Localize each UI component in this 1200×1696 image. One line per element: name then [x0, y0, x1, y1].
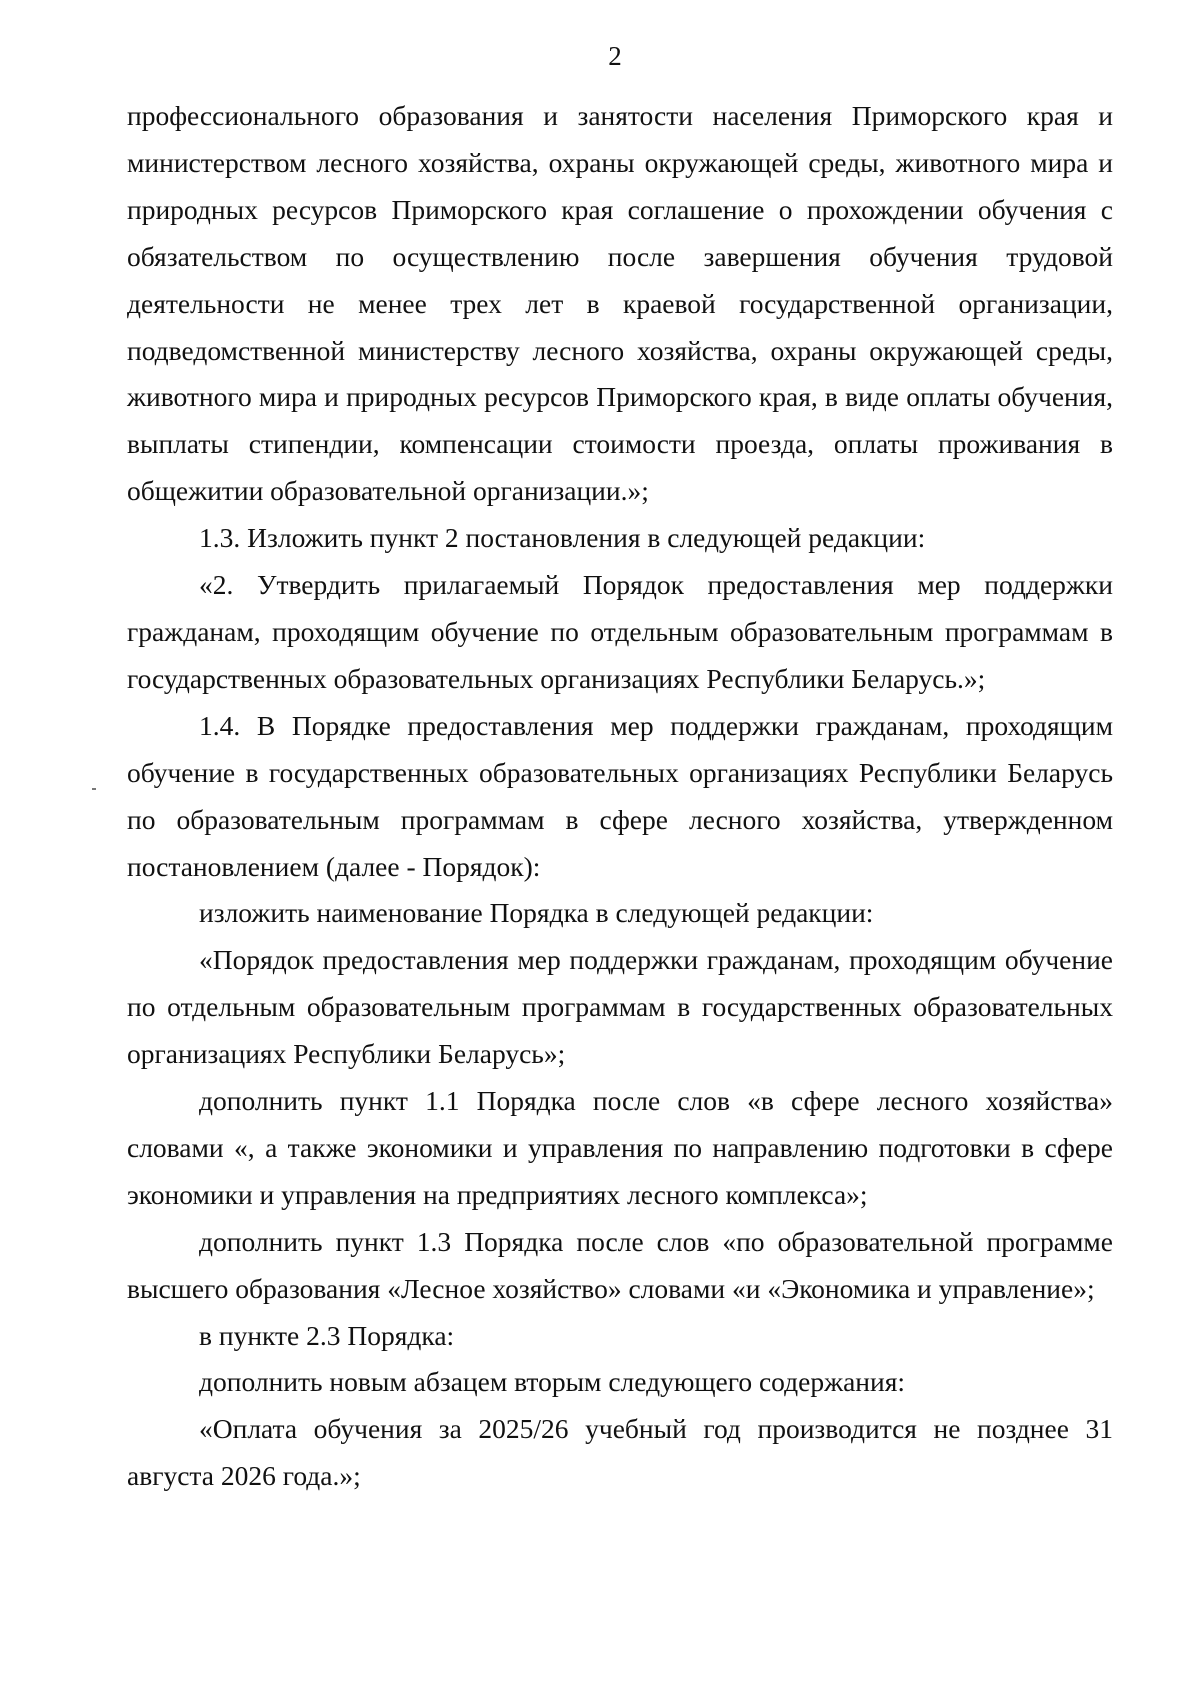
scan-artifact-mark — [92, 788, 96, 790]
paragraph-add-subparagraph: дополнить новым абзацем вторым следующего содержания: — [199, 1366, 906, 1398]
paragraph-item-1-4: 1.4. В Порядке предоставления мер поддержки гражданам, проходящим обучение в государственных образовательных организациях Республики Беларусь по образовательным программам в сфере лесного хозяйства, утвержденном постановлением (далее - Порядок): — [127, 709, 1113, 882]
paragraph-amend-1-3: дополнить пункт 1.3 Порядка после слов «по образовательной программе высшего образования «Лесное хозяйство» словами «и «Экономика и управление»; — [127, 1225, 1113, 1304]
paragraph-item-2-3: в пункте 2.3 Порядка: — [199, 1319, 455, 1351]
paragraph-item-1-3: 1.3. Изложить пункт 2 постановления в следующей редакции: — [199, 522, 926, 554]
paragraph-quote-item-2: «2. Утвердить прилагаемый Порядок предоставления мер поддержки гражданам, проходящим обучение по отдельным образовательным программам в государственных образовательных организациях Республики Беларусь.»; — [127, 569, 1113, 694]
paragraph-continuation: профессионального образования и занятости населения Приморского края и министерством лесного хозяйства, охраны окружающей среды, животного мира и природных ресурсов Приморского края соглашение о прохождении обучения с обязательством по осуществлению после завершения обучения трудовой деятельности не менее трех лет в краевой государственной организации, подведомственной министерству лесного хозяйства, охраны окружающей среды, животного мира и природных ресурсов Приморского края, в виде оплаты обучения, выплаты стипендии, компенсации стоимости проезда, оплаты проживания в общежитии образовательной организации.»; — [127, 100, 1113, 507]
document-body — [127, 93, 1113, 1500]
paragraph-rename-order: изложить наименование Порядка в следующей редакции: — [199, 897, 874, 929]
paragraph-payment-deadline-quote: «Оплата обучения за 2025/26 учебный год производится не позднее 31 августа 2026 года.»; — [127, 1413, 1113, 1492]
paragraph-order-title-quote: «Порядок предоставления мер поддержки гражданам, проходящим обучение по отдельным образовательным программам в государственных образовательных организациях Республики Беларусь»; — [127, 944, 1113, 1070]
paragraph-amend-1-1: дополнить пункт 1.1 Порядка после слов «в сфере лесного хозяйства» словами «, а также экономики и управления по направлению подготовки в сфере экономики и управления на предприятиях лесного комплекса»; — [127, 1085, 1113, 1210]
page-number: 2 — [608, 41, 622, 71]
